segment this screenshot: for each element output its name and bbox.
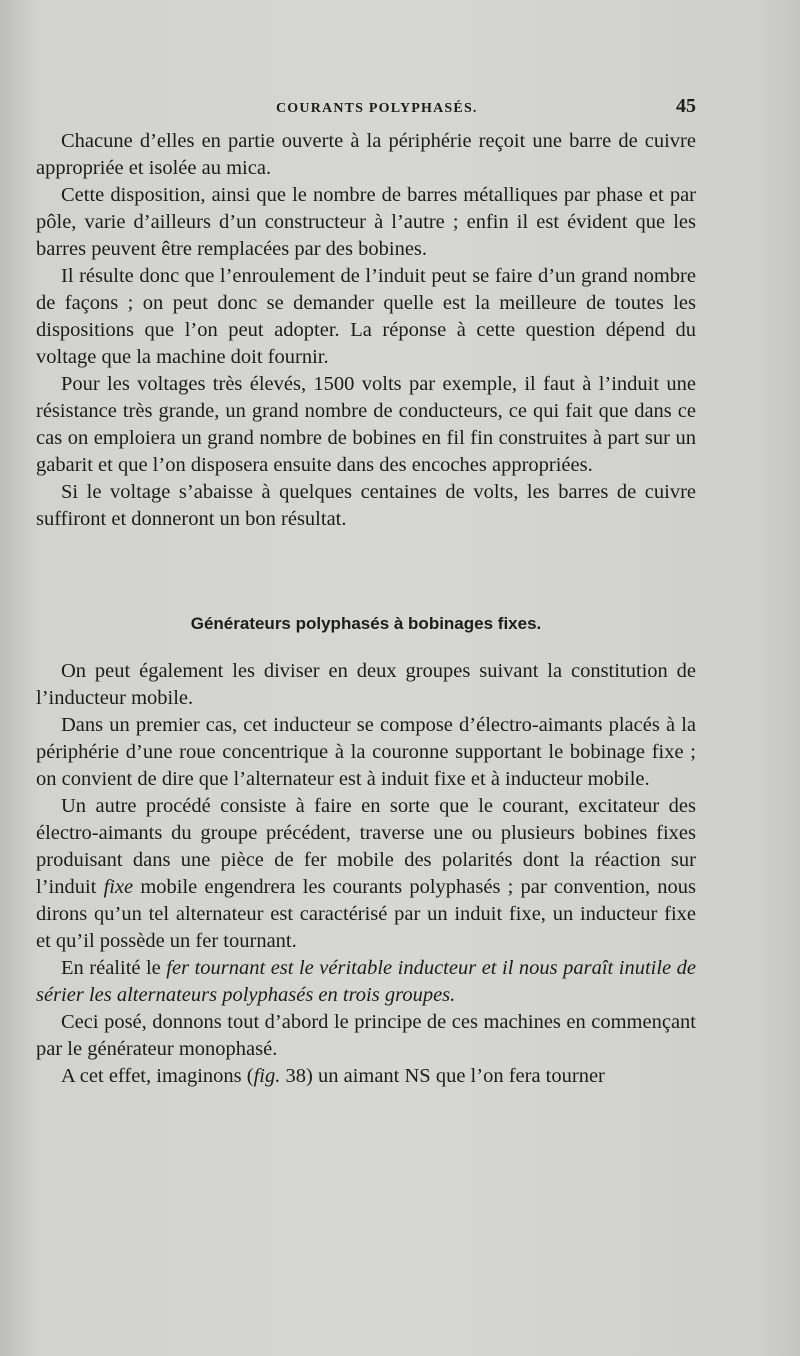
text-run: A cet effet, imaginons (: [61, 1065, 254, 1087]
paragraph: Pour les voltages très élevés, 1500 volts par exemple, il faut à l’induit une résistance très grande, un grand nombre de conducteurs, ce qui fait que dans ce cas on emploiera un grand nombre de bobines en fil fin construites à part sur un gabarit et que l’on disposera ensuite dans des encoches appropriées.: [36, 373, 696, 476]
paragraph: Dans un premier cas, cet inducteur se compose d’électro-aimants placés à la périphérie d’une roue concentrique à la couronne supportant le bobinage fixe ; on convient de dire que l’alternateur est à induit fixe et à inducteur mobile.: [36, 714, 696, 790]
paragraph: Il résulte donc que l’enroulement de l’induit peut se faire d’un grand nombre de façons ; on peut donc se demander quelle est la meilleure de toutes les dispositions que l’on peut adopter. La réponse à cette question dépend du voltage que la machine doit fournir.: [36, 265, 696, 368]
paragraph: Cette disposition, ainsi que le nombre de barres métalliques par phase et par pôle, varie d’ailleurs d’un constructeur à l’autre ; enfin il est évident que les barres peuvent être remplacées par des bobines.: [36, 184, 696, 260]
italic-text-run: fixe: [103, 876, 134, 898]
paragraph: On peut également les diviser en deux groupes suivant la constitution de l’inducteur mobile.: [36, 660, 696, 709]
paragraph: Ceci posé, donnons tout d’abord le principe de ces machines en commençant par le générateur monophasé.: [36, 1011, 696, 1060]
text-run: mobile engendrera les courants polyphasés ; par convention, nous dirons qu’un tel alternateur est caractérisé par un induit fixe, un inducteur fixe et qu’il possède un fer tournant.: [36, 876, 697, 952]
text-run: En réalité le: [61, 957, 167, 979]
text-run: 38) un aimant NS que l’on fera tourner: [280, 1065, 605, 1087]
section-heading: Générateurs polyphasés à bobinages fixes.: [190, 614, 542, 633]
paragraph: Si le voltage s’abaisse à quelques centaines de volts, les barres de cuivre suffiront et donneront un bon résultat.: [36, 481, 696, 530]
paragraph: [36, 793, 696, 955]
text-run: Un autre procédé consiste à faire en sorte que le courant, excitateur des électro-aimants du groupe précédent, traverse une ou plusieurs bobines fixes produisant dans une pièce de fer mobile des polarités dont la réaction sur l’induit: [36, 795, 696, 898]
italic-text-run: fer tournant est le véritable inducteur et il nous paraît inutile de sérier les alternateurs polyphasés en trois groupes.: [36, 957, 696, 1006]
paragraph: Chacune d’elles en partie ouverte à la périphérie reçoit une barre de cuivre appropriée et isolée au mica.: [36, 130, 696, 179]
body-text-section-2: [36, 658, 696, 1090]
page-number: 45: [676, 95, 696, 117]
page-header: [36, 95, 696, 125]
body-text-section-1: [36, 128, 696, 533]
paragraph: [36, 1063, 696, 1090]
paragraph: [36, 955, 696, 1009]
italic-text-run: fig.: [253, 1065, 281, 1087]
running-title: COURANTS POLYPHASÉS.: [276, 101, 478, 116]
